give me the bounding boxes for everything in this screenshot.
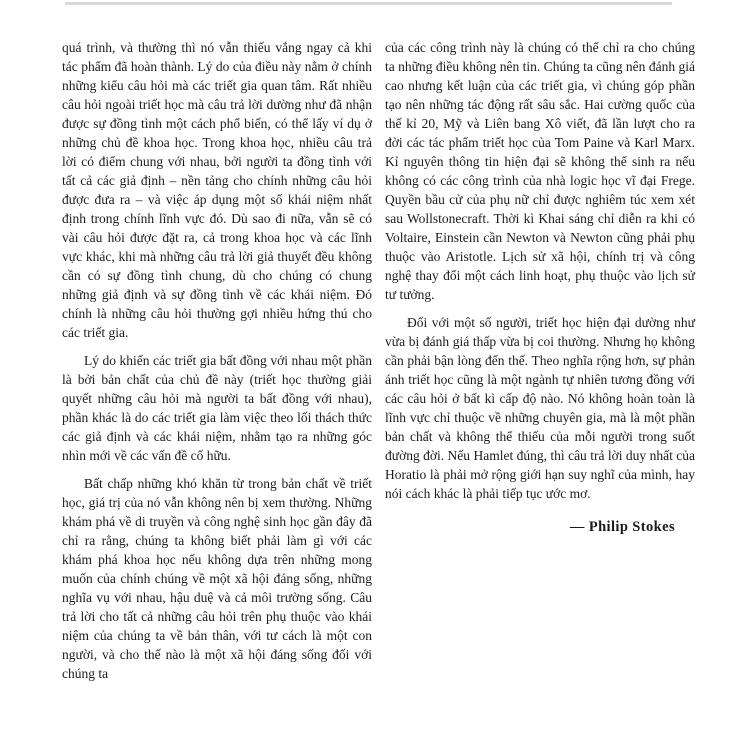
right-column xyxy=(385,38,695,683)
paragraph: quá trình, và thường thì nó vẫn thiếu vắng ngay cả khi tác phẩm đã hoàn thành. Lý do của điều này nằm ở chính những kiểu câu hỏi mà các triết gia quan tâm. Rất nhiều câu hỏi ngoài triết học mà câu trả lời dường như đã nhận được sự đồng tình một cách phổ biến, có thể lấy ví dụ ở những chủ đề khoa học. Trong khoa học, nhiều câu trả lời có điểm chung với nhau, bởi người ta đồng tình với tất cả các giả định – nền tảng cho chính những câu hỏi được đưa ra – và việc áp dụng một số khái niệm nhất định trong chính lĩnh vực đó. Dù sao đi nữa, vẫn sẽ có vài câu hỏi được đặt ra, cả trong khoa học và các lĩnh vực khác, khi mà những câu trả lời giả thuyết đều không cần có sự đồng tình chung, dù cho chúng có chung những giả định và sự đồng tình về các khái niệm. Đó chính là những câu hỏi thường gợi nhiều hứng thú cho các triết gia. xyxy=(62,40,372,340)
left-column-paragraphs xyxy=(62,38,372,683)
paragraph: Đối với một số người, triết học hiện đại dường như vừa bị đánh giá thấp vừa bị coi thường. Nhưng họ không cần phải bận lòng đến thế. Theo nghĩa rộng hơn, sự phản ánh triết học cũng là một ngành tự nhiên tương đồng với các câu hỏi ở bất kì cấp độ nào. Nó không hoàn toàn là lĩnh vực chỉ thuộc về những chuyên gia, mà là một phần bản chất và không thể thiếu của mỗi người trong suốt đường đời. Nếu Hamlet đúng, thì câu trả lời duy nhất của Horatio là phải mở rộng giới hạn suy nghĩ của mình, hay nói cách khác là phải tiếp tục ước mơ. xyxy=(385,315,695,501)
text-columns xyxy=(62,38,695,683)
left-column xyxy=(62,38,372,683)
paragraph: Lý do khiến các triết gia bất đồng với nhau một phần là bởi bản chất của chủ đề này (triết học thường giải quyết những câu hỏi mà người ta bất đồng với nhau), phần khác là do các triết gia làm việc theo lối thách thức các giả định và các khái niệm, nhằm tạo ra những góc nhìn mới về các vấn đề cố hữu. xyxy=(62,353,372,463)
page-top-rule xyxy=(65,2,672,5)
paragraph: của các công trình này là chúng có thể chỉ ra cho chúng ta những điều không nên tin. Chúng ta cũng nên đánh giá cao nhưng kết luận của các triết gia, vì chúng góp phần tạo nên những tác động rất sâu sắc. Hai cường quốc của thế kỉ 20, Mỹ và Liên bang Xô viết, đã lần lượt cho ra đời các tác phẩm triết học của Tom Paine và Karl Marx. Kỉ nguyên thông tin hiện đại sẽ không thể sinh ra nếu không có các công trình của nhà logic học vĩ đại Frege. Quyền bầu cử của phụ nữ chỉ được nghiêm túc xem xét sau Wollstonecraft. Thời kì Khai sáng chỉ diễn ra khi có Voltaire, Einstein cần Newton và Newton cũng phải phụ thuộc vào Aristotle. Lịch sử xã hội, chính trị và công nghệ thay đổi một cách linh hoạt, phụ thuộc vào lịch sử tư tưởng. xyxy=(385,40,695,302)
paragraph: Bất chấp những khó khăn từ trong bản chất về triết học, giá trị của nó vẫn không nên bị xem thường. Những khám phá về di truyền và công nghệ sinh học gần đây đã chỉ ra rằng, chúng ta không biết phải làm gì với các khám phá khoa học nếu không dựa trên những mong muốn của chính chúng về một xã hội đáng sống, những nghĩa vụ với nhau, hậu duệ và cả môi trường sống. Câu trả lời cho tất cả những câu hỏi trên phụ thuộc vào khái niệm của chúng ta về bản thân, với tư cách là một con người, và cho thế nào là một xã hội đáng sống đối với chúng ta xyxy=(62,476,372,681)
author-signature: — Philip Stokes xyxy=(569,519,675,535)
right-column-paragraphs xyxy=(385,38,695,503)
